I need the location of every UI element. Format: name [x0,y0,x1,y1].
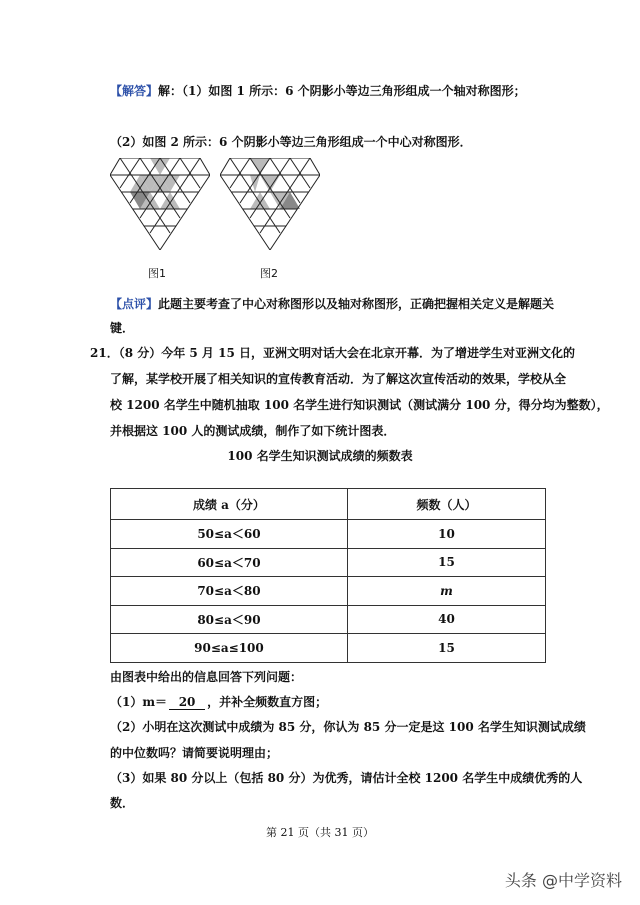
comment-text-1: 此题主要考查了中心对称图形以及轴对称图形，正确把握相关定义是解题关 [158,297,555,311]
watermark: 头条 @中学资料 [504,871,622,890]
question-line-3: 校 1200 名学生中随机抽取 100 名学生进行知识测试（测试满分 100 分，得分均为整数）， [110,398,609,412]
question-line-1: 21．（8 分）今年 5 月 15 日，亚洲文明对话大会在北京开幕．为了增进学生对亚洲文化的 [90,346,575,360]
figure-1-caption: 图1 [148,267,166,280]
q1-answer: 20 [169,695,205,710]
cell-range: 60≤a＜70 [111,548,348,577]
table-header-row [111,489,546,520]
cell-count: 40 [347,605,545,634]
answer-q3-line-2: 数． [110,796,135,810]
table-row [111,634,546,663]
table-caption: 100 名学生知识测试成绩的频数表 [227,449,413,463]
cell-count: 15 [347,634,545,663]
table-row [111,605,546,634]
header-frequency: 频数（人） [347,489,545,520]
header-score: 成绩 a（分） [111,489,348,520]
cell-count: 10 [347,520,545,549]
answers-intro: 由图表中给出的信息回答下列问题： [110,670,303,684]
answer-q2-line-2: 的中位数吗？请简要说明理由； [110,746,279,760]
solution-line-1 [110,82,526,99]
solution-tag: 【解答】 [110,84,159,98]
answer-q1 [110,693,327,710]
figure-2-diagram [220,158,320,250]
question-line-4: 并根据这 100 人的测试成绩，制作了如下统计图表． [110,424,396,438]
q1-suffix: ，并补全频数直方图； [207,695,328,709]
answer-q2-line-1: （2）小明在这次测试中成绩为 85 分，你认为 85 分一定是这 100 名学生知识测试成绩 [110,720,586,734]
cell-count: 15 [347,548,545,577]
table-row [111,520,546,549]
cell-count: m [347,577,545,606]
comment-line-1 [110,295,554,312]
frequency-table [110,488,546,663]
cell-range: 50≤a＜60 [111,520,348,549]
cell-range: 90≤a≤100 [111,634,348,663]
cell-range: 80≤a＜90 [111,605,348,634]
figure-2-caption: 图2 [260,267,278,280]
comment-line-2: 键． [110,321,135,335]
figure-1-diagram [110,158,210,250]
solution-text-1: 解：（1）如图 1 所示：6 个阴影小等边三角形组成一个轴对称图形； [158,84,526,98]
comment-tag: 【点评】 [110,297,159,311]
page-footer: 第 21 页（共 31 页） [266,826,374,839]
q1-prefix: （1）m＝ [110,695,168,709]
table-row [111,577,546,606]
answer-q3-line-1: （3）如果 80 分以上（包括 80 分）为优秀，请估计全校 1200 名学生中成绩优秀的人 [110,771,583,785]
cell-range: 70≤a＜80 [111,577,348,606]
question-line-2: 了解，某学校开展了相关知识的宣传教育活动．为了解这次宣传活动的效果，学校从全 [110,372,567,386]
table-row [111,548,546,577]
solution-line-2: （2）如图 2 所示：6 个阴影小等边三角形组成一个中心对称图形． [110,135,472,149]
